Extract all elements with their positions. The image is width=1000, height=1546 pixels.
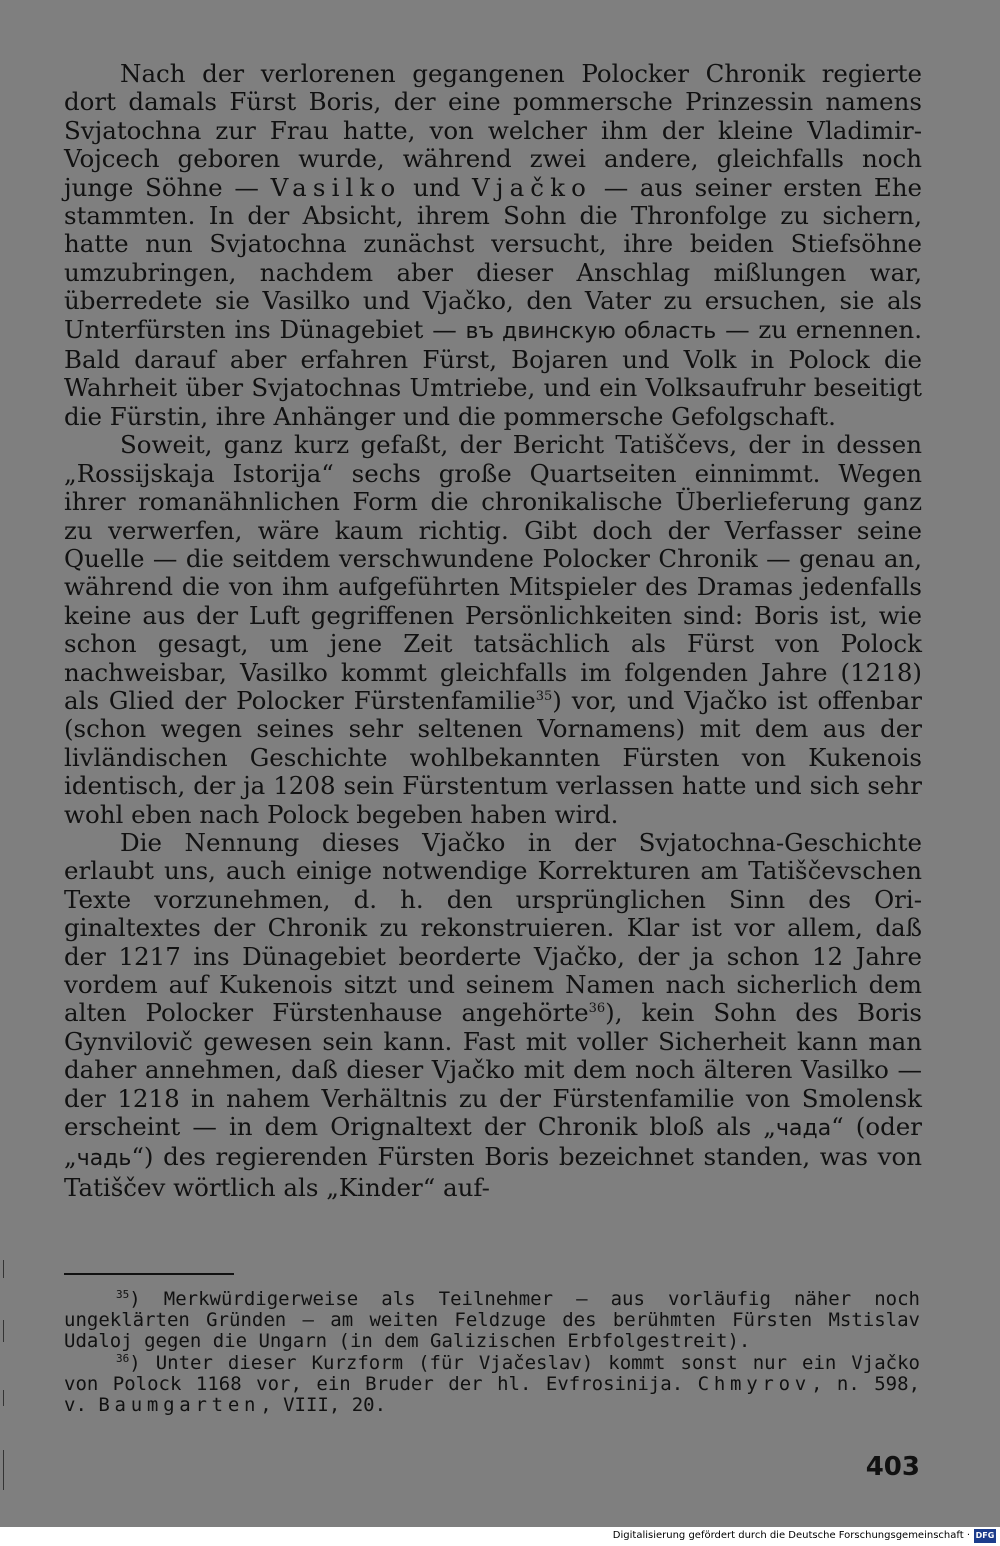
footnote-marker: 35 [116,1288,130,1301]
text-run: — zu ernennen. Bald darauf aber erfahren Fürst, Bojaren und Volk in Polock die Wahrheit über Svjatochnas Umtriebe, und ein Volksaufruhr beseitigt die Fürstin, ihre Anhänger und die pommersche Gefolgschaft. [64,314,922,431]
text-run: чада [776,1116,832,1142]
text-run: Vjačko [472,172,592,202]
text-run: ) Unter dieser Kurzform (für Vjačeslav) kommt sonst nur ein Vjačko von Polock 1168 vor, ein Bruder der hl. Evfrosinija. [64,1351,920,1395]
body-text [64,60,922,1202]
text-run: Nach der verlorenen gegangenen Polocker Chronik regierte dort damals Fürst Boris, der eine pommersche Prinzessin namens Svjatochna zur Frau hatte, von welcher ihm der kleine Vladimir-Vojcech geboren wurde, während zwei andere, gleichfalls noch junge Söhne — [64,59,922,202]
paragraph-1 [64,60,922,431]
scan-edge-marks [3,1260,5,1520]
text-run: und [401,172,473,202]
footnote-36 [64,1353,920,1417]
text-run: въ двинскую область [465,318,717,344]
paragraph-2 [64,431,922,829]
text-run: Soweit, ganz kurz gefaßt, der Bericht Tatiščevs, der in dessen „Rossijskaja Istorija“ sechs große Quartseiten einnimmt. Wegen ihrer romanähnlichen Form die chronikalische Überlieferung ganz zu verwerfen, wäre kaum richtig. Gibt doch der Verfasser seine Quelle — die seitdem verschwundene Polocker Chronik — genau an, während die von ihm aufgeführten Mitspieler des Dramas jedenfalls keine aus der Luft gegriffenen Persönlichkeiten sind: Boris ist, wie schon gesagt, um jene Zeit tatsächlich als Fürst von Polock nachweisbar, Vasilko kommt gleichfalls im folgenden Jahre (1218) als Glied der Polocker Fürstenfamilie [64,430,922,715]
text-run: Chmyrov [697,1372,811,1395]
page-number: 403 [865,1452,920,1482]
dfg-credit-text: Digitalisierung gefördert durch die Deutsche Forschungsgemeinschaft · [612,1530,970,1541]
text-run: Baumgarten [98,1394,261,1417]
footnote-35 [64,1289,920,1353]
footnote-marker: 36 [588,1001,606,1017]
text-run: ) Merkwürdigerweise als Teilnehmer — aus vorläufig näher noch ungeklärten Gründen — am weiten Feldzuge des berühmten Fürsten Mstislav Udaloj gegen die Ungarn (in dem Galizischen Erbfolgestreit). [64,1288,920,1353]
text-run: ), kein Sohn des Boris Gynvilovič gewesen sein kann. Fast mit voller Sicherheit kann man daher annehmen, daß dieser Vjačko mit dem noch älteren Vasilko — der 1218 in nahem Verhältnis zu der Fürstenfamilie von Smolensk erscheint — in dem Orignaltext der Chronik bloß als „ [64,998,922,1142]
text-run: , n. 598, v. [64,1372,921,1417]
footnote-marker: 36 [116,1351,130,1365]
text-run: Vasilko [270,172,402,202]
text-run: — aus seiner ersten Ehe stammten. In der Absicht, ihrem Sohn die Thronfolge zu sichern, hatte nun Svjatochna zunächst versucht, ihre beiden Stiefsöhne umzubringen, nachdem aber dieser Anschlag mißlungen war, überredete sie Vasilko und Vjačko, den Vater zu ersuchen, sie als Unterfürsten ins Dünagebiet — [64,172,922,344]
text-run: , VIII, 20. [260,1394,387,1417]
text-run: “ (oder „ [64,1112,923,1172]
text-run: ) vor, und Vjačko ist offenbar (schon wegen seines sehr seltenen Vornamens) mit dem aus der livländischen Geschichte wohlbekannten Fürsten von Kukenois identisch, der ja 1208 sein Fürstentum verlassen hatte und sich sehr wohl eben nach Polock begeben haben wird. [64,685,922,829]
paragraph-3 [64,829,922,1202]
footnotes [64,1289,920,1416]
text-run: чадь [76,1146,132,1172]
credit-bar [0,1527,1000,1546]
footnote-rule [64,1273,234,1275]
footnote-marker: 35 [535,688,553,704]
text-run: Die Nennung dieses Vjačko in der Svjatochna-Geschichte erlaubt uns, auch einige notwendige Korrekturen am Tatiščevschen Texte vorzunehmen, d. h. den ursprünglichen Sinn des Originaltextes der Chronik zu rekonstruieren. Klar ist vor allem, daß der 1217 ins Dünagebiet beorderte Vjačko, der ja schon 12 Jahre vordem auf Kukenois sitzt und seinem Namen nach sicherlich dem alten Polocker Fürstenhause angehörte [64,827,922,1028]
text-run: “) des regierenden Fürsten Boris bezeichnet standen, was von Tatiščev wörtlich als „Kinder“ auf- [64,1142,922,1202]
dfg-logo-icon: DFG [974,1529,996,1543]
